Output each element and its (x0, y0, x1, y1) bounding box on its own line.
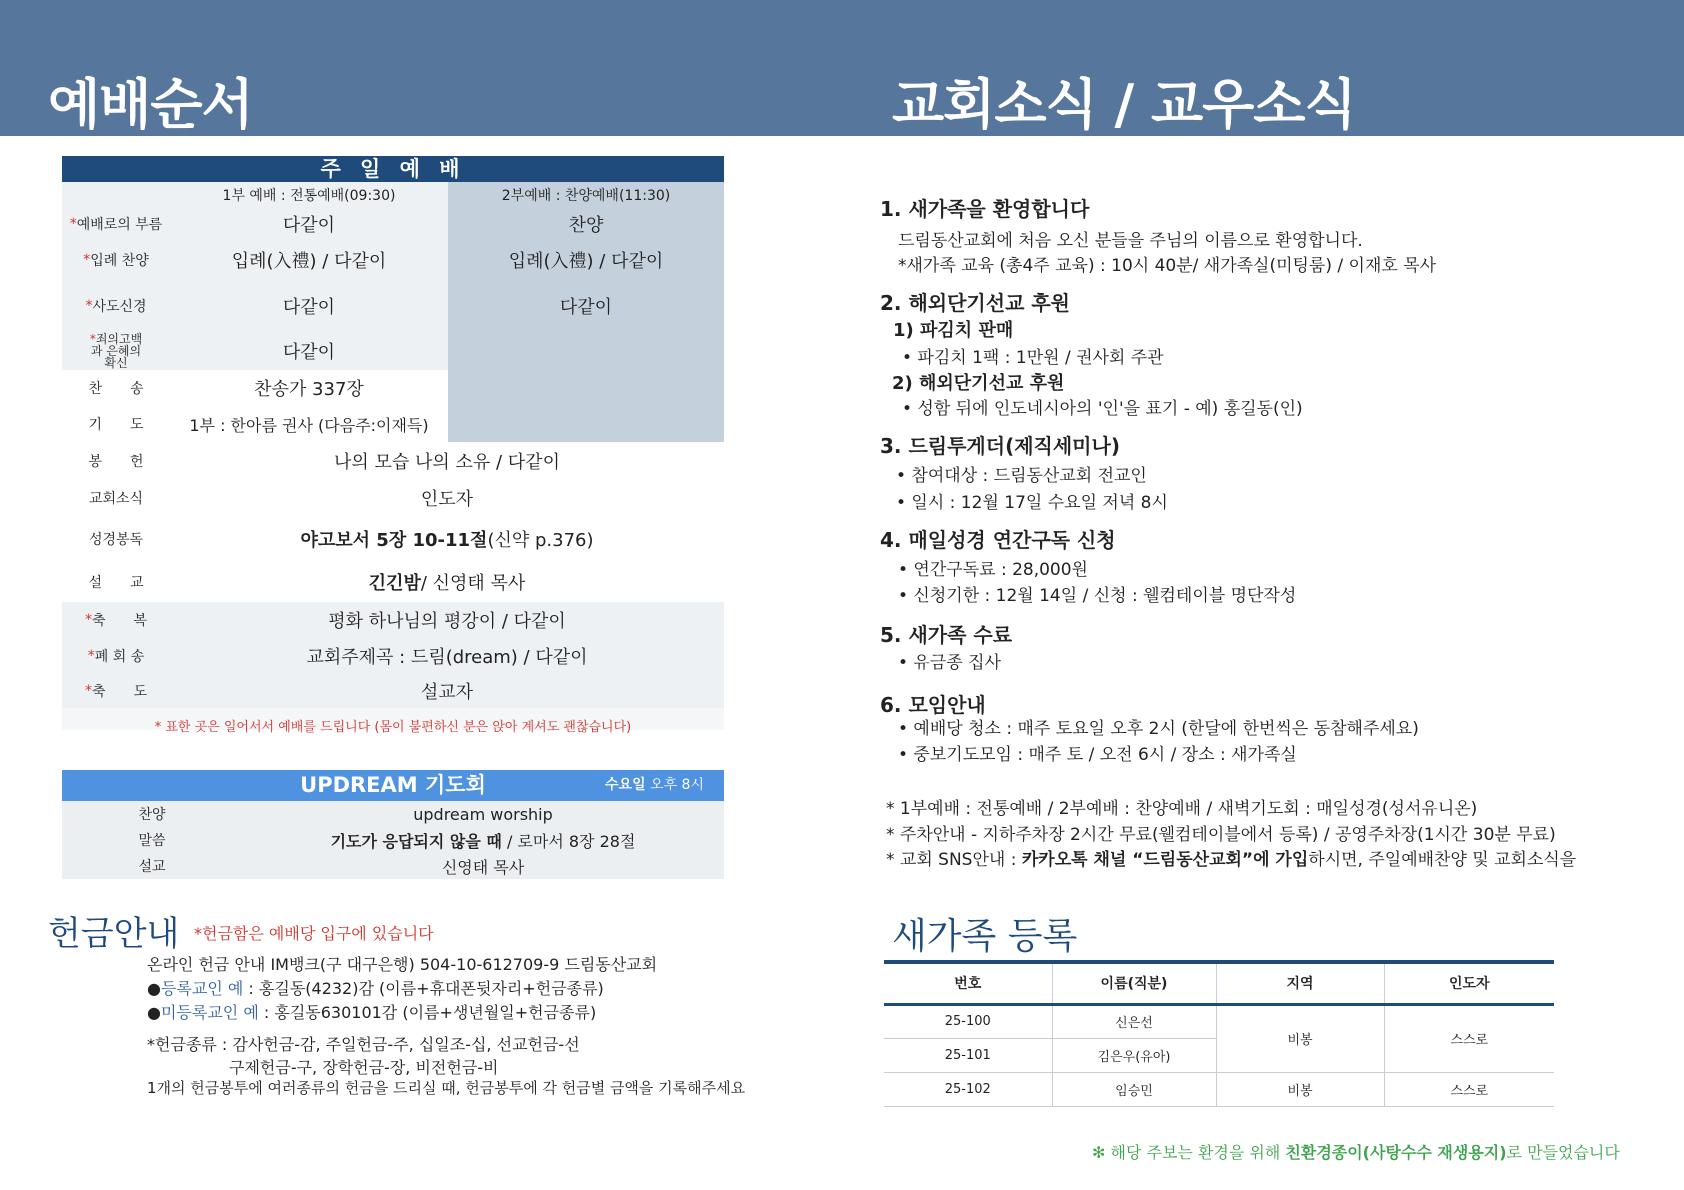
news-item-6-title: 6. 모임안내 (880, 693, 986, 717)
header-name: 이름(직분) (1052, 962, 1216, 1004)
registered-example: ●등록교인 예 : 홍길동(4232)감 (이름+휴대폰뒷자리+헌금종류) (147, 979, 604, 998)
updream-table (62, 770, 724, 879)
updream-time: 수요일 오후 8시 (605, 777, 704, 793)
row-label: 봉 헌 (88, 454, 144, 470)
footnote-sns: * 교회 SNS안내 : 카카오톡 채널 “드림동산교회”에 가입하시면, 주일예배찬양 및 교회소식을 (886, 850, 1577, 870)
news-item-4-line: • 신청기한 : 12월 14일 / 신청 : 웰컴테이블 명단작성 (898, 586, 1297, 606)
table-row (62, 240, 724, 280)
table-header-row (884, 962, 1554, 1004)
news-item-5-line: • 유금종 집사 (898, 653, 1001, 673)
table-row (62, 208, 724, 240)
sermon-cell: 긴긴밤 / 신영태 목사 (368, 573, 526, 594)
news-item-6-line: • 중보기도모임 : 매주 토 / 오전 6시 / 장소 : 새가족실 (898, 745, 1297, 765)
worship-header-row (62, 182, 724, 208)
news-item-2-sub: 2) 해외단기선교 후원 (892, 373, 1065, 394)
shared-cell: 평화 하나님의 평강이 / 다같이 (170, 602, 724, 638)
table-row (62, 332, 724, 370)
row-label: 기 도 (88, 417, 144, 433)
news-item-6-line: • 예배당 청소 : 매주 토요일 오후 2시 (한달에 한번씩은 동참해주세요) (898, 719, 1419, 739)
service2-cell (448, 370, 724, 406)
news-title: 교회소식 / 교우소식 (892, 73, 1356, 136)
news-item-4-title: 4. 매일성경 연간구독 신청 (880, 528, 1116, 552)
cell-name: 김은우(유아) (1052, 1038, 1216, 1072)
cell-area: 비봉 (1216, 1072, 1384, 1106)
updream-title-bar (62, 770, 724, 801)
footnote-parking: * 주차안내 - 지하주차장 2시간 무료(웰컴테이블에서 등록) / 공영주차장(1시간 30분 무료) (886, 825, 1556, 845)
cell-number: 25-101 (884, 1038, 1052, 1072)
table-row (62, 801, 724, 827)
worship-order-title: 예배순서 (48, 73, 253, 136)
row-label: 말씀 (138, 833, 166, 849)
table-row (884, 1072, 1554, 1106)
row-label: 설 교 (88, 575, 144, 591)
cell-name: 임승민 (1052, 1072, 1216, 1106)
service1-cell: 다같이 (170, 208, 448, 240)
row-label: 성경봉독 (88, 532, 144, 548)
service1-cell: 1부 : 한아름 권사 (다음주:이재득) (189, 415, 429, 435)
table-row (62, 853, 724, 879)
service2-cell: 입례(入禮) / 다같이 (448, 240, 724, 280)
worship-table-title: 주 일 예 배 (62, 156, 724, 182)
table-row (62, 370, 724, 406)
unregistered-example: ●미등록교인 예 : 홍길동630101감 (이름+생년월일+헌금종류) (147, 1003, 597, 1022)
row-value: 기도가 응답되지 않을 때 / 로마서 8장 28절 (330, 831, 636, 851)
label-empty (62, 182, 170, 208)
shared-cell: 설교자 (170, 674, 724, 708)
new-family-table (884, 960, 1554, 1107)
row-label: 설교 (138, 859, 166, 875)
service1-cell: 입례(入禮) / 다같이 (170, 240, 448, 280)
offering-footnote: 1개의 헌금봉투에 여러종류의 헌금을 드리실 때, 헌금봉투에 각 헌금별 금액을 기록해주세요 (147, 1079, 746, 1097)
service1-header: 1부 예배 : 전통예배(09:30) (170, 182, 448, 208)
service1-cell: 찬송가 337장 (254, 379, 364, 400)
table-row (62, 638, 724, 674)
service2-cell (448, 332, 724, 370)
cell-area: 비봉 (1216, 1004, 1384, 1072)
cell-number: 25-100 (884, 1004, 1052, 1038)
news-item-3-line: • 참여대상 : 드림동산교회 전교인 (896, 466, 1147, 486)
row-label: * 사도신경 (62, 280, 170, 332)
cell-guide: 스스로 (1384, 1072, 1554, 1106)
worship-table (62, 156, 724, 730)
news-item-2-line: • 성함 뒤에 인도네시아의 '인'을 표기 - 예) 홍길동(인) (902, 399, 1303, 419)
table-row (62, 480, 724, 516)
news-item-3-title: 3. 드림투게더(제직세미나) (880, 434, 1120, 458)
shared-cell: 나의 모습 나의 소유 / 다같이 (334, 452, 560, 473)
row-label: * 폐 회 송 (62, 638, 170, 674)
offering-note: *헌금함은 예배당 입구에 있습니다 (194, 924, 434, 943)
table-row (62, 562, 724, 602)
eco-paper-note: ✻ 해당 주보는 환경을 위해 친환경종이(사탕수수 재생용지)로 만들었습니다 (1092, 1143, 1620, 1162)
service1-cell: 다같이 (170, 280, 448, 332)
news-item-1-line: 드림동산교회에 처음 오신 분들을 주님의 이름으로 환영합니다. (898, 231, 1363, 251)
table-row (62, 827, 724, 853)
news-item-3-line: • 일시 : 12월 17일 수요일 저녁 8시 (896, 493, 1168, 513)
service2-cell: 찬양 (448, 208, 724, 240)
row-label: * 예배로의 부름 (62, 208, 170, 240)
online-offering: 온라인 헌금 안내 IM뱅크(구 대구은행) 504-10-612709-9 드림동산교회 (147, 955, 658, 974)
row-label: *죄의고백과 은혜의확신 (62, 332, 170, 370)
row-label: 찬양 (138, 807, 166, 823)
cell-number: 25-102 (884, 1072, 1052, 1106)
header-number: 번호 (884, 962, 1052, 1004)
footnote-worship: * 1부예배 : 전통예배 / 2부예배 : 찬양예배 / 새벽기도회 : 매일성경(성서유니온) (886, 799, 1478, 819)
service2-header: 2부예배 : 찬양예배(11:30) (448, 182, 724, 208)
header-area: 지역 (1216, 962, 1384, 1004)
header-bar (0, 0, 1684, 136)
header-guide: 인도자 (1384, 962, 1554, 1004)
table-row (62, 674, 724, 708)
cell-name: 신은선 (1052, 1004, 1216, 1038)
row-label: * 축 도 (62, 674, 170, 708)
table-row (62, 280, 724, 332)
news-item-2-sub: 1) 파김치 판매 (893, 320, 1014, 341)
table-row (62, 406, 724, 442)
news-item-1-line: *새가족 교육 (총4주 교육) : 10시 40분/ 새가족실(미팅룸) / 이재호 목사 (898, 256, 1437, 276)
table-row (62, 442, 724, 480)
row-label: * 축 복 (62, 602, 170, 638)
news-item-2-line: • 파김치 1팩 : 1만원 / 권사회 주관 (902, 348, 1164, 368)
row-value: updream worship (413, 804, 553, 824)
row-label: 찬 송 (88, 381, 144, 397)
news-item-4-line: • 연간구독료 : 28,000원 (898, 560, 1088, 580)
scripture-cell: 야고보서 5장 10-11절 (신약 p.376) (300, 530, 594, 551)
updream-title: UPDREAM 기도회 (300, 773, 486, 797)
offering-types: *헌금종류 : 감사헌금-감, 주일헌금-주, 십일조-십, 선교헌금-선 (147, 1035, 580, 1054)
cell-guide: 스스로 (1384, 1004, 1554, 1072)
service2-cell (448, 406, 724, 442)
news-item-1-title: 1. 새가족을 환영합니다 (880, 197, 1090, 221)
offering-types-cont: 구제헌금-구, 장학헌금-장, 비전헌금-비 (229, 1058, 499, 1077)
standing-note: * 표한 곳은 일어서서 예배를 드립니다 (몸이 불편하신 분은 앉아 계셔도 괜찮습니다) (154, 720, 632, 735)
shared-cell: 교회주제곡 : 드림(dream) / 다같이 (170, 638, 724, 674)
table-row (884, 1004, 1554, 1038)
shared-cell: 인도자 (420, 489, 474, 510)
news-item-2-title: 2. 해외단기선교 후원 (880, 291, 1070, 315)
offering-title: 헌금안내 (48, 914, 180, 954)
service1-cell: 다같이 (170, 332, 448, 370)
row-label: * 입례 찬양 (62, 240, 170, 280)
service2-cell: 다같이 (448, 280, 724, 332)
row-value: 신영태 목사 (441, 857, 525, 877)
table-row (62, 602, 724, 638)
news-item-5-title: 5. 새가족 수료 (880, 623, 1013, 647)
new-family-title: 새가족 등록 (892, 916, 1078, 957)
table-row (62, 516, 724, 562)
row-label: 교회소식 (88, 491, 144, 507)
